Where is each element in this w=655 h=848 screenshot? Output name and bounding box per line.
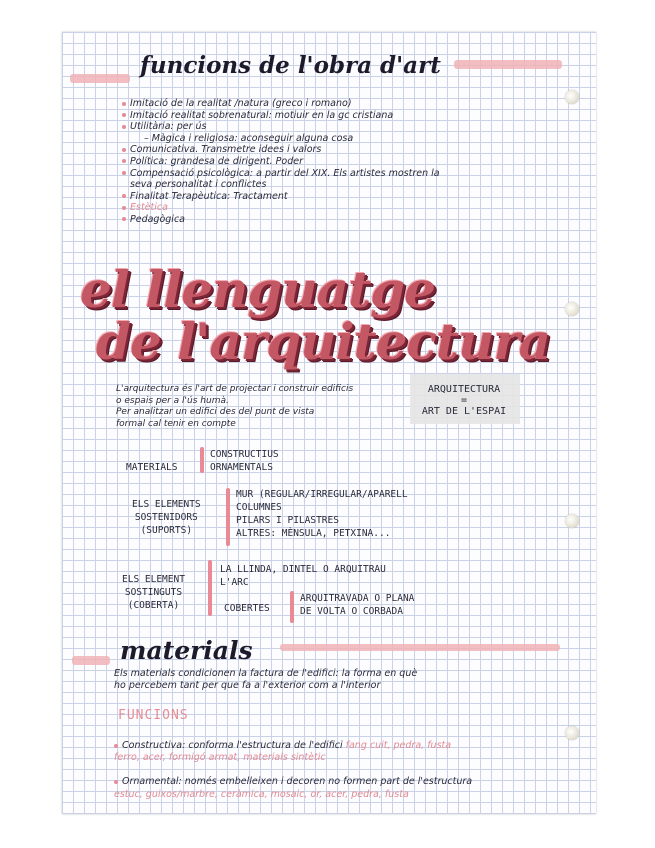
function-item-text: Imitació de la realitat /natura (greco i romano) xyxy=(130,98,352,109)
supports-label-line: ELS ELEMENTS xyxy=(132,499,201,510)
bullet-dot xyxy=(122,206,126,210)
funcions-subtitle: FUNCIONS xyxy=(118,708,189,723)
function-item xyxy=(122,121,562,133)
function-item xyxy=(122,191,562,203)
bullet-dot xyxy=(122,194,126,198)
bullet-dot xyxy=(122,217,126,221)
main-title-line2: de l'arquitectura xyxy=(96,312,551,371)
supports-item: PILARS I PILASTRES xyxy=(236,515,339,526)
bullet-dot xyxy=(122,171,126,175)
definition-line: = xyxy=(460,395,468,406)
intro-line: Per analitzar un edifici des del punt de vista xyxy=(116,407,315,417)
section-title-materials: materials xyxy=(120,636,253,665)
bracket-bar xyxy=(200,447,204,473)
functions-list xyxy=(122,98,562,226)
definition-line: ART DE L'ESPAI xyxy=(421,406,507,417)
header-highlight-left xyxy=(70,74,130,83)
ornamental-line1 xyxy=(114,776,564,788)
binder-hole xyxy=(565,514,579,528)
main-title-line1: el llenguatge xyxy=(80,260,435,319)
roof-label-line: (COBERTA) xyxy=(127,600,180,611)
bullet-dot xyxy=(122,125,126,129)
ornamental-line2: estuc, guixos/marbre, ceràmica, mosaic, or, acer, pedra, fusta xyxy=(114,789,409,800)
bullet-dot xyxy=(122,102,126,106)
function-item-text: Utilitària: per ús xyxy=(130,121,207,133)
function-item xyxy=(122,110,562,122)
constructiva-line2: ferro, acer, formigó armat, materials sintètic xyxy=(114,752,326,763)
binder-hole xyxy=(565,90,579,104)
roof-label-line: SOSTINGUTS xyxy=(124,587,183,598)
materials-highlight-left xyxy=(72,656,110,665)
bracket-bar xyxy=(226,488,230,546)
bullet-dot xyxy=(122,148,126,152)
function-item xyxy=(122,202,562,214)
materials-label: MATERIALS xyxy=(126,462,178,473)
supports-label xyxy=(132,498,201,537)
cobertes-item: DE VOLTA O CORBADA xyxy=(300,606,403,617)
function-item xyxy=(122,133,562,145)
supports-label-line: SOSTENIDORS xyxy=(134,512,198,523)
function-item-text: Comunicativa. Transmetre idees i valors xyxy=(130,144,322,156)
materials-text-line: Els materials condicionen la factura de l'edifici: la forma en què xyxy=(114,668,418,679)
bullet-dot xyxy=(122,159,126,163)
roof-items xyxy=(220,563,386,589)
materials-text-line: ho percebem tant per que fa a l'exterior com a l'interior xyxy=(114,680,381,691)
cobertes-items xyxy=(300,592,414,618)
header-highlight-right xyxy=(454,60,562,69)
definition-line: ARQUITECTURA xyxy=(427,384,501,395)
intro-text xyxy=(116,384,416,430)
function-item xyxy=(122,144,562,156)
function-item-text: Finalitat Terapèutica: Tractament xyxy=(130,190,288,202)
bracket-bar xyxy=(290,591,294,623)
supports-items xyxy=(236,488,408,540)
materials-text xyxy=(114,668,554,692)
constructiva-line1 xyxy=(114,740,564,752)
definition-box xyxy=(414,384,514,417)
materials-items xyxy=(210,448,279,474)
function-item-text: Compensació psicològica: a partir del XIX. Els artistes mostren la xyxy=(130,167,440,179)
cobertes-item: ARQUITRAVADA O PLANA xyxy=(300,593,415,604)
supports-item: MUR (REGULAR/IRREGULAR/APARELL xyxy=(236,489,408,500)
intro-line: formal cal tenir en compte xyxy=(116,418,236,429)
constructiva-materials: fang cuit, pedra, fusta xyxy=(345,740,452,751)
bullet-dot xyxy=(114,780,118,784)
materials-item: ORNAMENTALS xyxy=(210,462,273,473)
roof-item: L'ARC xyxy=(220,577,249,588)
intro-line: o espais per a l'ús humà. xyxy=(116,395,229,406)
supports-label-line: (SUPORTS) xyxy=(140,525,193,536)
roof-label-line: ELS ELEMENT xyxy=(122,574,185,585)
cobertes-label: COBERTES xyxy=(224,603,270,614)
bullet-dot xyxy=(122,113,126,117)
function-item-text: Pedagògica xyxy=(130,213,185,225)
function-item xyxy=(122,214,562,226)
ornamental-text: Ornamental: només embelleixen i decoren no formen part de l'estructura xyxy=(122,776,473,787)
supports-item: COLUMNES xyxy=(236,502,282,513)
function-item xyxy=(122,179,562,191)
notebook-page xyxy=(62,32,596,814)
binder-hole xyxy=(565,726,579,740)
bracket-bar xyxy=(208,560,212,616)
roof-label xyxy=(122,573,185,612)
function-item-text: – Màgica i religiosa: aconseguir alguna cosa xyxy=(144,132,354,144)
function-item-text: seva personalitat i conflictes xyxy=(130,179,267,191)
constructiva-text: Constructiva: conforma l'estructura de l'edifici xyxy=(122,740,343,751)
materials-highlight-right xyxy=(280,644,560,651)
function-item-text: Política: grandesa de dirigent. Poder xyxy=(130,155,303,167)
roof-item: LA LLINDA, DINTEL O ARQUITRAU xyxy=(220,564,386,575)
function-item xyxy=(122,98,562,110)
supports-item: ALTRES: MÈNSULA, PETXINA... xyxy=(236,528,391,539)
function-item-text: Imitació realitat sobrenatural: motiuir en la gc cristiana xyxy=(130,109,394,121)
function-item xyxy=(122,168,562,180)
function-item-text: Estètica xyxy=(130,202,168,214)
binder-hole xyxy=(565,302,579,316)
intro-line: L'arquitectura és l'art de projectar i construir edificis xyxy=(116,384,354,394)
bullet-dot xyxy=(114,744,118,748)
materials-item: CONSTRUCTIUS xyxy=(210,449,279,460)
function-item xyxy=(122,156,562,168)
section-title-functions: funcions de l'obra d'art xyxy=(140,52,441,79)
